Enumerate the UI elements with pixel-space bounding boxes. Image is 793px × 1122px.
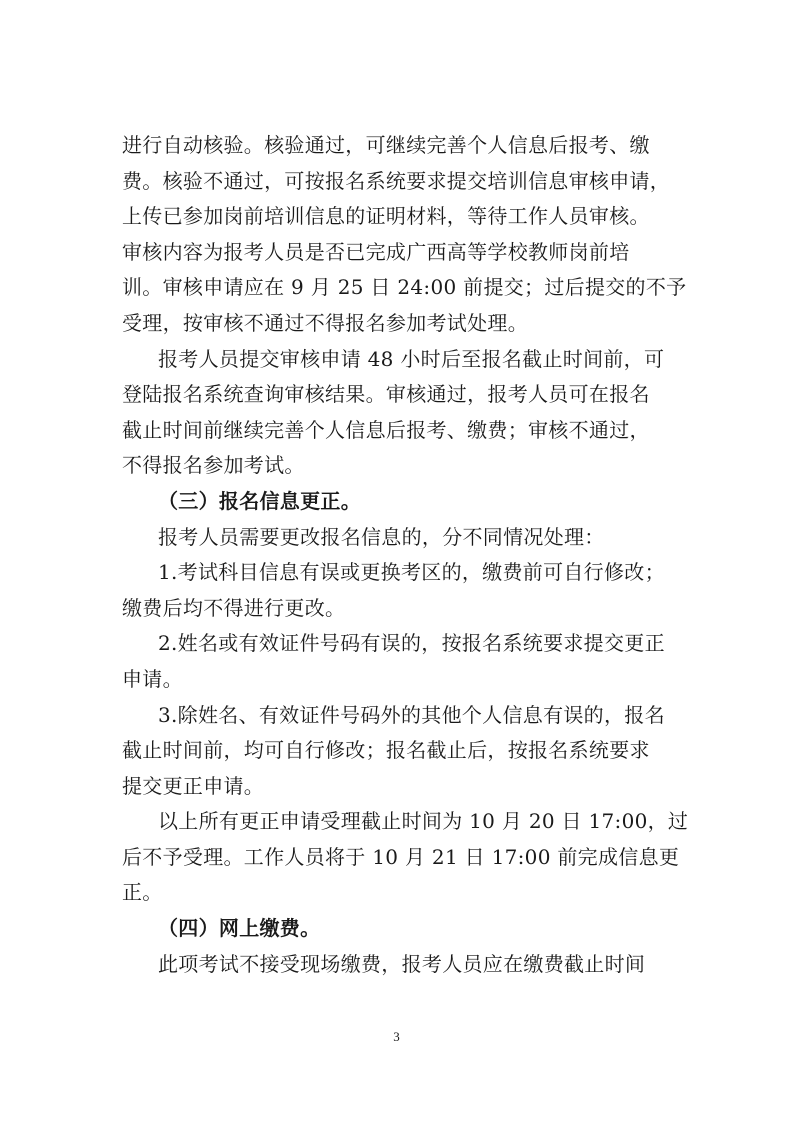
- text-line: 正。: [122, 880, 163, 905]
- text-line: 不得报名参加考试。: [122, 453, 305, 478]
- section-heading: （四）网上缴费。: [158, 916, 321, 941]
- page-number: 3: [393, 1029, 400, 1044]
- text-line: 缴费后均不得进行更改。: [122, 595, 346, 620]
- text-line: 提交更正申请。: [122, 773, 265, 798]
- text-line: 后不予受理。工作人员将于 10 月 21 日 17:00 前完成信息更: [122, 844, 680, 869]
- text-line: 审核内容为报考人员是否已完成广西高等学校教师岗前培: [122, 239, 630, 264]
- list-item: 1.考试科目信息有误或更换考区的，缴费前可自行修改；: [158, 560, 665, 585]
- text-line: 申请。: [122, 666, 183, 691]
- text-line: 截止时间前继续完善个人信息后报考、缴费；审核不通过，: [122, 417, 650, 442]
- text-line: 登陆报名系统查询审核结果。审核通过，报考人员可在报名: [122, 382, 650, 407]
- list-item: 3.除姓名、有效证件号码外的其他个人信息有误的，报名: [158, 702, 665, 727]
- text-line: 报考人员需要更改报名信息的，分不同情况处理：: [158, 524, 605, 549]
- body-text: [122, 128, 689, 982]
- text-line: 训。审核申请应在 9 月 25 日 24:00 前提交；过后提交的不予: [122, 275, 687, 300]
- text-line: 报考人员提交审核申请 48 小时后至报名截止时间前，可: [158, 346, 665, 371]
- section-heading: （三）报名信息更正。: [158, 488, 361, 513]
- text-line: 截止时间前，均可自行修改；报名截止后，按报名系统要求: [122, 738, 650, 763]
- text-line: 受理，按审核不通过不得报名参加考试处理。: [122, 310, 528, 335]
- list-item: 2.姓名或有效证件号码有误的，按报名系统要求提交更正: [158, 631, 665, 656]
- text-line: 费。核验不通过，可按报名系统要求提交培训信息审核申请，: [122, 168, 671, 193]
- text-line: 以上所有更正申请受理截止时间为 10 月 20 日 17:00，过: [158, 809, 689, 834]
- text-line: 上传已参加岗前培训信息的证明材料，等待工作人员审核。: [122, 204, 650, 229]
- text-line: 进行自动核验。核验通过，可继续完善个人信息后报考、缴: [122, 133, 650, 157]
- text-line: 此项考试不接受现场缴费，报考人员应在缴费截止时间: [158, 951, 646, 976]
